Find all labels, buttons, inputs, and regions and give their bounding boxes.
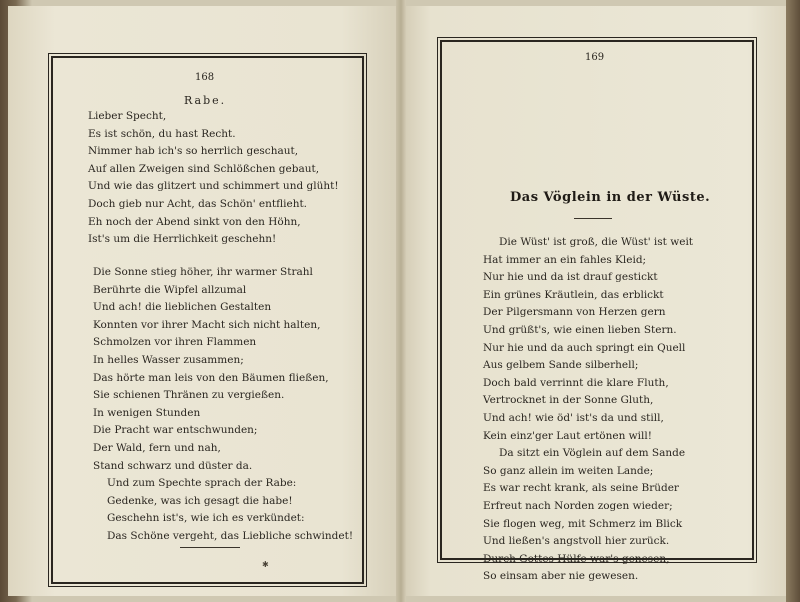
poem-line: Lieber Specht, [88,110,167,122]
poem-line: Und ach! wie öd' ist's da und still, [483,411,664,424]
poem-title: Das Vöglein in der Wüste. [510,190,711,205]
left-stanza-2 [93,264,353,546]
poem-line: Gedenke, was ich gesagt die habe! [107,494,293,507]
speaker-heading: Rabe. [184,94,227,107]
poem-line: Geschehn ist's, wie ich es verkündet: [107,512,305,525]
poem-line: Erfreut nach Norden zogen wieder; [483,499,673,512]
poem-line: Konnten vor ihrer Macht sich nicht halten, [93,318,321,331]
poem-line: Vertrocknet in der Sonne Gluth, [483,394,654,407]
title-rule [574,218,612,219]
poem-line: So ganz allein im weiten Lande; [483,464,654,477]
poem-line: In helles Wasser zusammen; [93,353,244,366]
poem-line: Sie flogen weg, mit Schmerz im Blick [483,517,683,530]
poem-line: Und ach! die lieblichen Gestalten [93,301,272,314]
poem-line: So einsam aber nie gewesen. [483,570,639,583]
poem-line: Und ließen's angstvoll hier zurück. [483,535,670,548]
left-stanza-1 [88,108,339,249]
page-number-right: 169 [585,52,605,63]
poem-line: Ein grünes Kräutlein, das erblickt [483,288,664,301]
poem-line: Da sitzt ein Vöglein auf dem Sande [499,447,686,460]
poem-line: Und zum Spechte sprach der Rabe: [107,477,297,490]
poem-line: Kein einz'ger Laut ertönen will! [483,429,652,442]
poem-line: Die Pracht war entschwunden; [93,424,258,437]
end-rule [180,547,240,548]
end-ornament-icon: ✱ [262,560,269,569]
poem-line: In wenigen Stunden [93,406,201,419]
poem-line: Es ist schön, du hast Recht. [88,127,236,140]
book-spine [396,0,406,602]
poem-line: Stand schwarz und düster da. [93,459,253,472]
poem-line: Nimmer hab ich's so herrlich geschaut, [88,145,299,158]
poem-line: Das hörte man leis von den Bäumen fließen, [93,371,329,384]
poem-line: Es war recht krank, als seine Brüder [483,482,679,495]
poem-line: Das Schöne vergeht, das Liebliche schwindet! [107,529,354,542]
poem-line: Eh noch der Abend sinkt von den Höhn, [88,215,301,228]
poem-line: Auf allen Zweigen sind Schlößchen gebaut, [88,162,320,175]
poem-line: Und grüßt's, wie einen lieben Stern. [483,323,677,336]
right-poem [483,234,693,586]
poem-line: Doch bald verrinnt die klare Fluth, [483,376,669,389]
book-edge [786,0,800,602]
poem-line: Schmolzen vor ihren Flammen [93,336,257,349]
poem-line: Der Pilgersmann von Herzen gern [483,306,666,319]
poem-line: Sie schienen Thränen zu vergießen. [93,389,285,402]
poem-line: Nur hie und da auch springt ein Quell [483,341,686,354]
poem-line: Durch Gottes Hülfe war's genesen, [483,552,670,565]
poem-line: Der Wald, fern und nah, [93,441,221,454]
poem-line: Aus gelbem Sande silberhell; [483,359,639,372]
poem-line: Berührte die Wipfel allzumal [93,283,247,296]
poem-line: Hat immer an ein fahles Kleid; [483,253,647,266]
poem-line: Doch gieb nur Acht, das Schön' entflieht. [88,197,308,210]
page-number-left: 168 [195,72,215,83]
poem-line: Nur hie und da ist drauf gestickt [483,271,658,284]
poem-line: Die Wüst' ist groß, die Wüst' ist weit [499,236,694,248]
poem-line: Die Sonne stieg höher, ihr warmer Strahl [93,266,313,278]
poem-line: Ist's um die Herrlichkeit geschehn! [88,233,277,246]
poem-line: Und wie das glitzert und schimmert und glüht! [88,180,339,193]
